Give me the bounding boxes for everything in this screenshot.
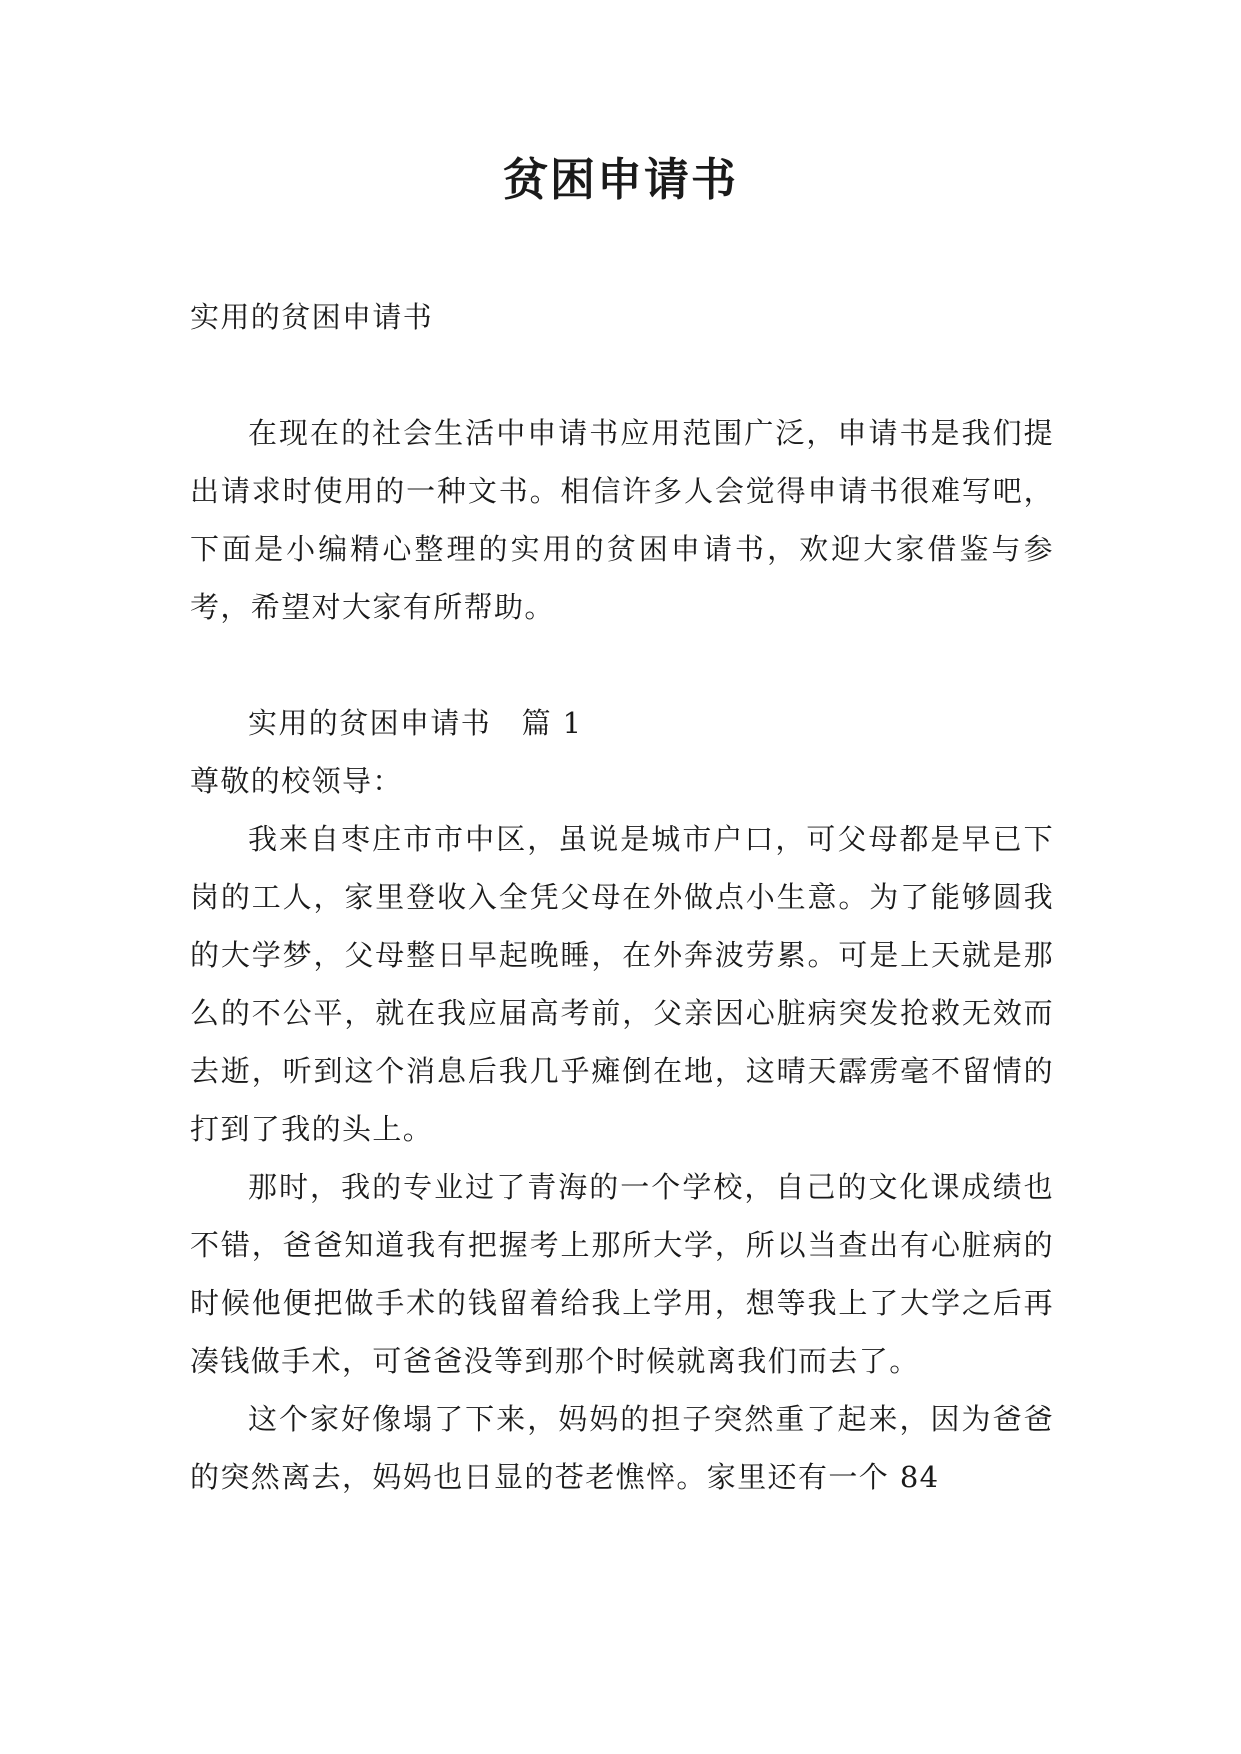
section-heading: 实用的贫困申请书 篇 1 (248, 706, 583, 740)
body-paragraph: 我来自枣庄市市中区，虽说是城市户口，可父母都是早已下岗的工人，家里登收入全凭父母在外做点小生意。为了能够圆我的大学梦，父母整日早起晚睡，在外奔波劳累。可是上天就是那么的不公平，就在我应届高考前，父亲因心脏病突发抢救无效而去逝，听到这个消息后我几乎瘫倒在地，这晴天霹雳毫不留情的打到了我的头上。 (190, 822, 1054, 1146)
document-body (190, 288, 1054, 1506)
body-paragraph: 那时，我的专业过了青海的一个学校，自己的文化课成绩也不错，爸爸知道我有把握考上那所大学，所以当查出有心脏病的时候他便把做手术的钱留着给我上学用，想等我上了大学之后再凑钱做手术，可爸爸没等到那个时候就离我们而去了。 (190, 1170, 1054, 1378)
document-subtitle: 实用的贫困申请书 (190, 300, 434, 334)
spacer (190, 346, 1054, 404)
document-title: 贫困申请书 (502, 153, 738, 206)
intro-paragraph: 在现在的社会生活中申请书应用范围广泛，申请书是我们提出请求时使用的一种文书。相信许多人会觉得申请书很难写吧，下面是小编精心整理的实用的贫困申请书，欢迎大家借鉴与参考，希望对大家有所帮助。 (190, 416, 1054, 624)
spacer (190, 636, 1054, 694)
body-paragraph: 这个家好像塌了下来，妈妈的担子突然重了起来，因为爸爸的突然离去，妈妈也日显的苍老憔悴。家里还有一个 84 (190, 1402, 1054, 1494)
salutation: 尊敬的校领导： (190, 764, 403, 798)
